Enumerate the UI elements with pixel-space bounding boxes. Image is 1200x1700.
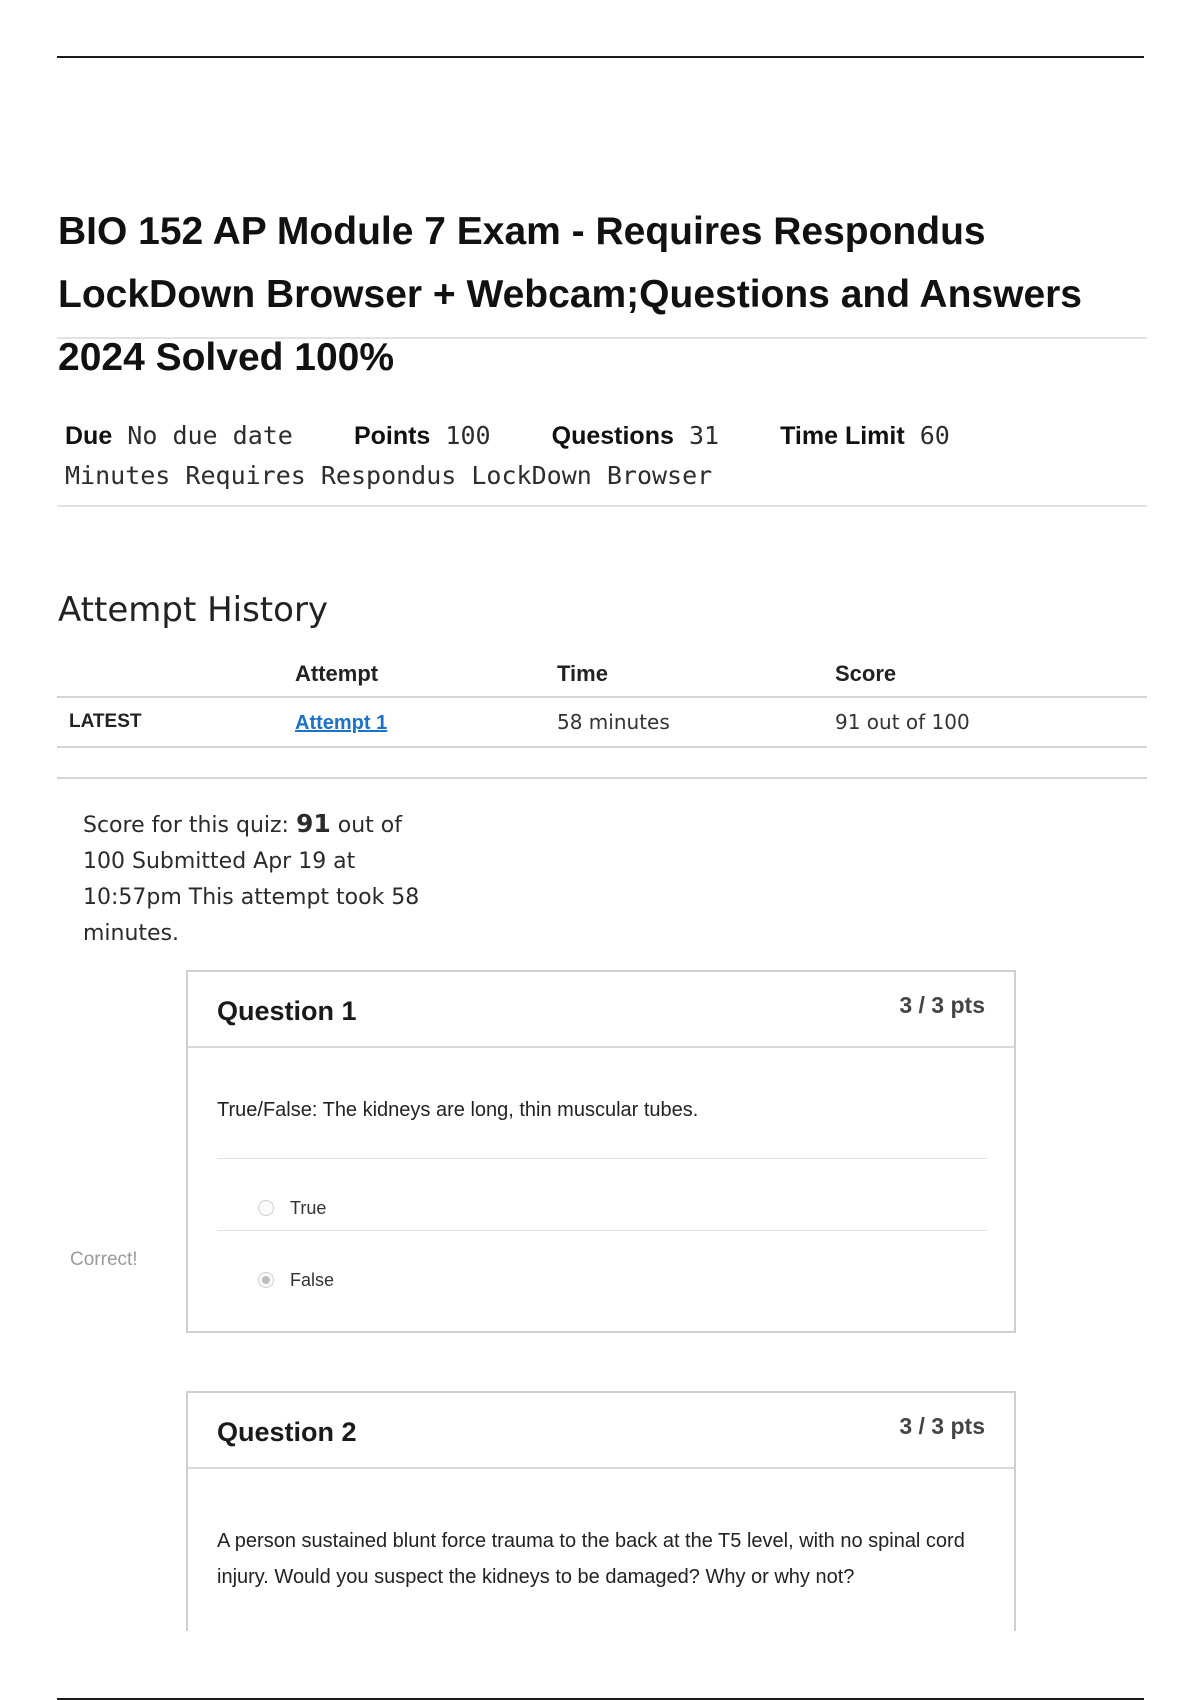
question-text: True/False: The kidneys are long, thin muscular tubes.	[217, 1099, 699, 1121]
answer-label: False	[290, 1269, 335, 1290]
question-card-2	[186, 1391, 1016, 1631]
due-value: No due date	[127, 421, 293, 450]
points-label: Points	[353, 422, 431, 450]
quiz-note: Minutes Requires Respondus LockDown Browser	[65, 461, 713, 490]
answer-divider	[217, 1158, 987, 1159]
correct-feedback: Correct!	[70, 1249, 138, 1270]
attempt-link[interactable]: Attempt 1	[295, 711, 388, 734]
score-prefix: Score for this quiz:	[83, 813, 296, 838]
answer-divider	[217, 1230, 987, 1231]
points-value: 100	[445, 421, 491, 450]
title-divider	[57, 337, 1147, 339]
question-text: A person sustained blunt force trauma to the back at the T5 level, with no spinal cord injury. Would you suspect the kidneys to be damaged? Why or why not?	[217, 1530, 965, 1588]
column-header-time: Time	[557, 652, 835, 697]
question-card-1	[186, 970, 1016, 1333]
column-header-attempt: Attempt	[295, 652, 557, 697]
time-limit-value: 60	[919, 421, 950, 450]
question-title: Question 2	[217, 1417, 357, 1447]
question-header	[188, 1393, 1014, 1469]
column-header-score: Score	[835, 652, 1147, 697]
answer-option-false[interactable]	[258, 1268, 334, 1292]
quiz-details	[65, 416, 1125, 496]
question-header	[188, 972, 1014, 1048]
top-rule	[57, 56, 1144, 58]
history-divider	[57, 777, 1147, 779]
table-header-row	[57, 652, 1147, 697]
questions-label: Questions	[551, 422, 674, 450]
radio-selected-icon[interactable]	[258, 1272, 274, 1288]
attempt-history-heading: Attempt History	[58, 590, 329, 630]
time-cell: 58 minutes	[557, 697, 835, 747]
score-summary	[83, 806, 443, 952]
due-label: Due	[65, 422, 113, 450]
answer-label: True	[290, 1197, 327, 1218]
question-title: Question 1	[217, 996, 357, 1026]
question-points: 3 / 3 pts	[899, 992, 985, 1018]
page-title: BIO 152 AP Module 7 Exam - Requires Respondus LockDown Browser + Webcam;Questions and Answers 2024 Solved 100%	[58, 210, 1082, 379]
table-row	[57, 697, 1147, 747]
latest-tag: LATEST	[57, 697, 295, 747]
time-limit-label: Time Limit	[780, 422, 905, 450]
attempt-history-table	[57, 652, 1147, 748]
questions-value: 31	[688, 421, 720, 450]
answer-option-true[interactable]	[258, 1196, 326, 1220]
radio-unselected-icon[interactable]	[258, 1200, 274, 1216]
score-cell: 91 out of 100	[835, 697, 1147, 747]
details-divider	[57, 505, 1147, 507]
score-value: 91	[295, 809, 331, 838]
score-suffix: out of 100 Submitted Apr 19 at 10:57pm This attempt took 58 minutes.	[83, 813, 420, 946]
column-header	[57, 652, 295, 697]
attempt-cell	[295, 697, 557, 747]
question-points: 3 / 3 pts	[899, 1413, 985, 1439]
